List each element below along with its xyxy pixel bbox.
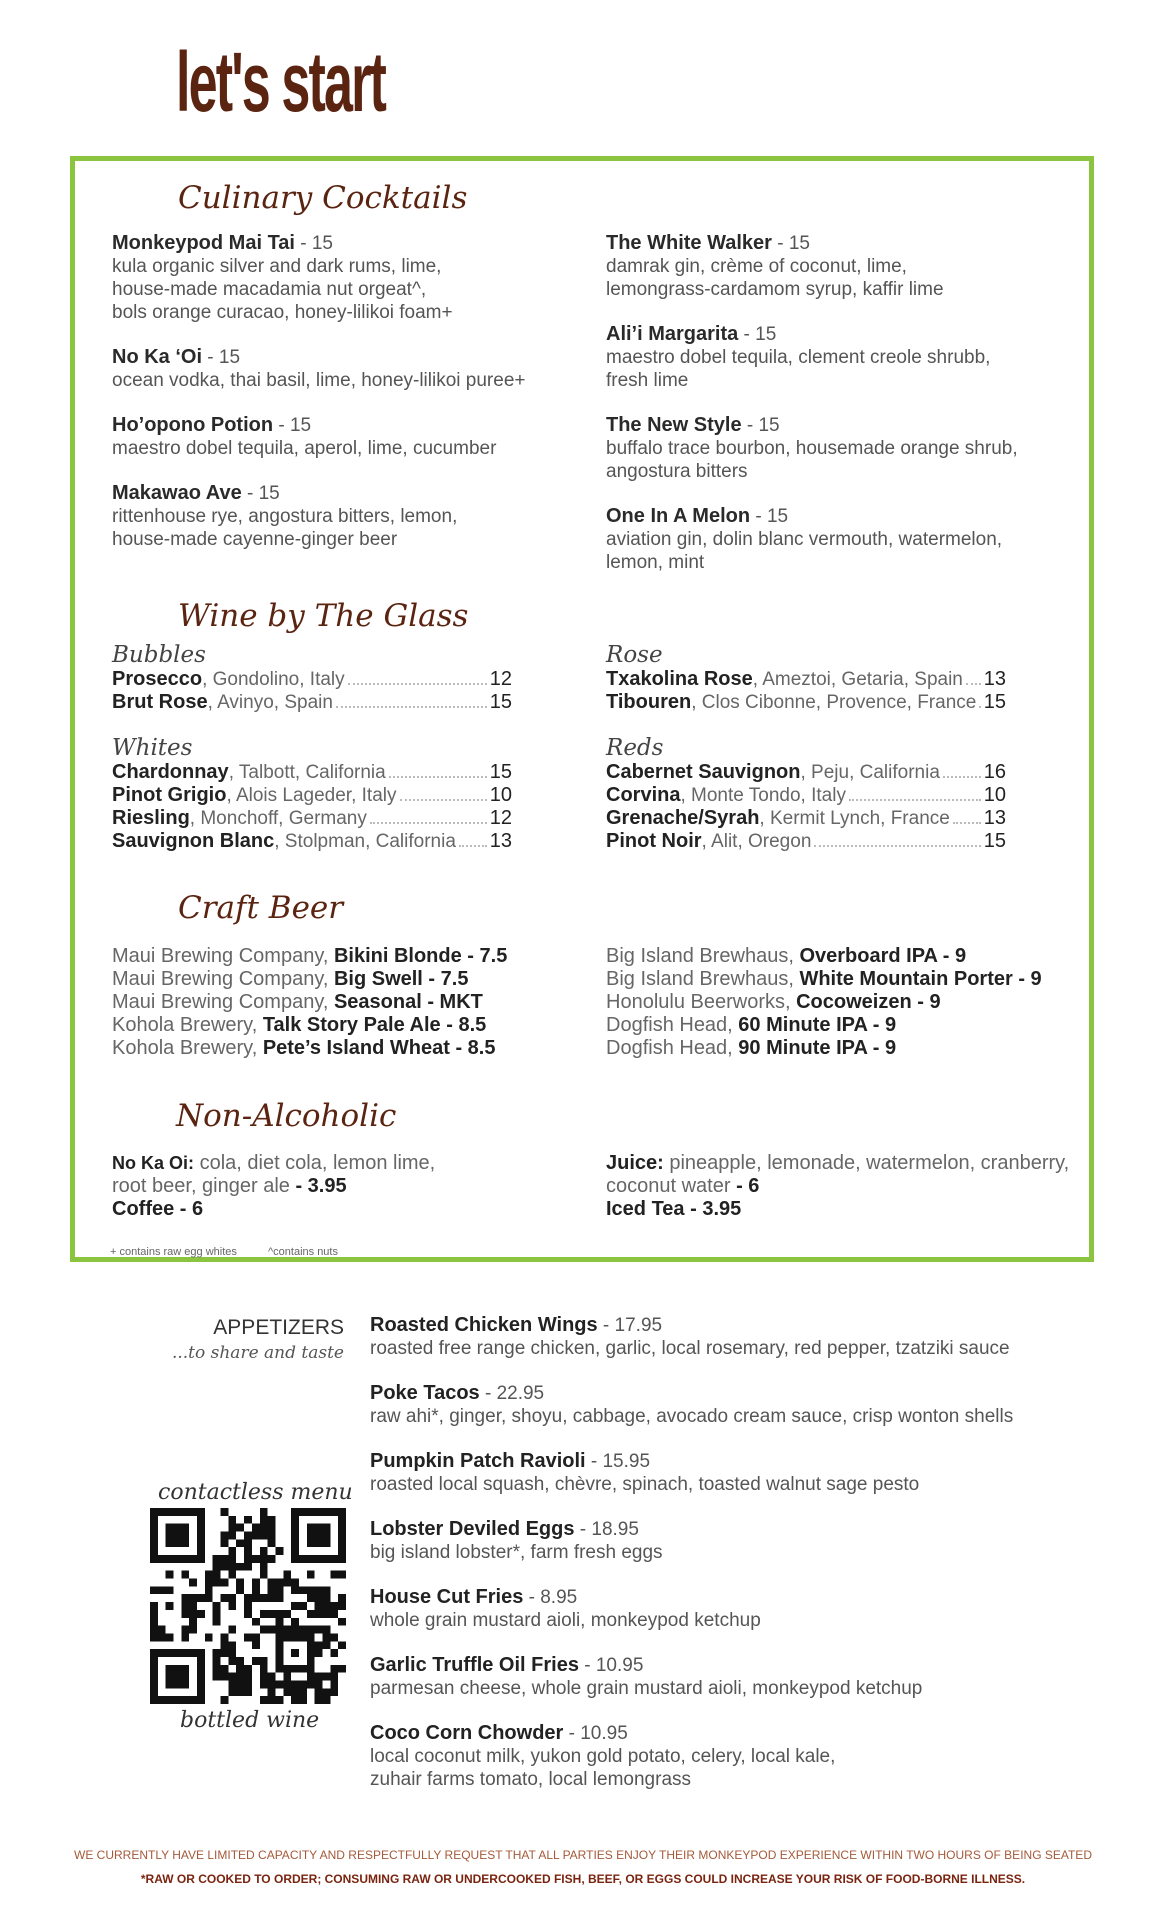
cocktail-description: kula organic silver and dark rums, lime, (112, 256, 442, 277)
appetizer-item (370, 1450, 1090, 1496)
cocktail-price: - 15 (750, 506, 789, 527)
wine-leader (966, 668, 981, 685)
appetizer-title (370, 1654, 1090, 1677)
cocktail-price: - 15 (741, 415, 780, 436)
wine-price: 12 (489, 807, 512, 829)
wine-detail: , Gondolino, Italy (202, 669, 345, 690)
beer-name: Bikini Blonde (333, 945, 462, 967)
cocktail-item (112, 482, 582, 551)
juice-label: Juice: (606, 1152, 664, 1174)
cocktail-price: - 15 (771, 233, 810, 254)
wine-name: Txakolina Rose (606, 668, 753, 690)
appetizer-description: parmesan cheese, whole grain mustard aioli, monkeypod ketchup (370, 1678, 923, 1699)
juice-line2 (606, 1175, 1076, 1198)
wine-label (606, 668, 963, 691)
beer-name: Cocoweizen (796, 991, 912, 1013)
wine-detail: , Kermit Lynch, France (759, 808, 950, 829)
cocktail-title (606, 323, 1066, 346)
wine-group-bubbles (112, 642, 512, 714)
appetizer-price: - 17.95 (597, 1315, 663, 1336)
beer-price: - 9 (937, 945, 967, 967)
wine-detail: , Monchoff, Germany (189, 808, 367, 829)
wine-price: 12 (489, 668, 512, 690)
appetizer-name: Lobster Deviled Eggs (370, 1518, 575, 1540)
cocktail-name: One In A Melon (606, 505, 751, 527)
beer-brewery: Dogfish Head, (606, 1014, 739, 1036)
appetizer-description: big island lobster*, farm fresh eggs (370, 1542, 663, 1563)
wine-row (112, 830, 512, 853)
appetizer-description: whole grain mustard aioli, monkeypod ketchup (370, 1610, 761, 1631)
beer-line (606, 991, 1042, 1014)
beer-price: - 8.5 (440, 1014, 487, 1036)
wine-group-title: Reds (606, 735, 664, 761)
cocktail-item (606, 232, 1066, 301)
wine-price: 10 (983, 784, 1006, 806)
appetizer-name: Pumpkin Patch Ravioli (370, 1450, 586, 1472)
wine-row (606, 807, 1006, 830)
appetizer-description: zuhair farms tomato, local lemongrass (370, 1769, 692, 1790)
beer-line (112, 1037, 507, 1060)
food-safety-warning: *RAW OR COOKED TO ORDER; CONSUMING RAW OR UNDERCOOKED FISH, BEEF, OR EGGS COULD INCREASE YOUR RISK OF FOOD-BORNE ILLNESS. (140, 1872, 1026, 1886)
cocktails-heading: Culinary Cocktails (178, 180, 468, 216)
wine-row (112, 807, 512, 830)
wine-leader (849, 784, 981, 801)
wine-row (112, 668, 512, 691)
wine-group-title: Whites (112, 735, 193, 761)
wine-leader (400, 784, 487, 801)
cocktail-name: The New Style (606, 414, 742, 436)
beer-brewery: Maui Brewing Company, (112, 968, 334, 990)
wine-leader (336, 691, 487, 708)
wine-price: 13 (983, 807, 1006, 829)
cocktail-item (606, 414, 1066, 483)
wine-label (112, 761, 386, 784)
wine-label (606, 830, 811, 853)
noka-oi-label: No Ka Oi: (112, 1153, 195, 1173)
coffee-item: Coffee - 6 (112, 1198, 204, 1220)
cocktail-item (606, 323, 1066, 392)
beer-line (606, 1014, 1042, 1037)
beer-brewery: Kohola Brewery, (112, 1037, 263, 1059)
cocktail-title (606, 505, 1066, 528)
cocktail-price: - 15 (241, 483, 280, 504)
cocktail-description: lemon, mint (606, 552, 705, 573)
appetizers-list (370, 1314, 1090, 1813)
cocktail-price: - 15 (294, 233, 334, 254)
cocktail-description: angostura bitters (606, 461, 748, 482)
cocktail-description: house-made macadamia nut orgeat^, (112, 279, 427, 300)
wine-label (606, 691, 976, 714)
capacity-notice: WE CURRENTLY HAVE LIMITED CAPACITY AND RESPECTFULLY REQUEST THAT ALL PARTIES ENJOY THEIR MONKEYPOD EXPERIENCE WITHIN TWO HOURS OF BEING SEATED (74, 1848, 1092, 1862)
wine-label (112, 807, 367, 830)
juice-line1 (606, 1152, 1076, 1175)
cocktail-name: Ho’opono Potion (112, 414, 274, 436)
appetizer-title (370, 1518, 1090, 1541)
beer-name: 60 Minute IPA (738, 1014, 868, 1036)
appetizers-subheading: ...to share and taste (171, 1343, 344, 1363)
noka-oi-desc: cola, diet cola, lemon lime, (194, 1152, 436, 1174)
wine-leader (459, 830, 487, 847)
appetizer-item (370, 1586, 1090, 1632)
qr-top-label: contactless menu (158, 1480, 353, 1505)
beer-name: Talk Story Pale Ale (262, 1014, 441, 1036)
cocktail-title (112, 232, 582, 255)
appetizer-item (370, 1382, 1090, 1428)
wine-leader (814, 830, 980, 847)
appetizer-description: raw ahi*, ginger, shoyu, cabbage, avocado cream sauce, crisp wonton shells (370, 1406, 1014, 1427)
wine-price: 13 (983, 668, 1006, 690)
appetizer-title (370, 1586, 1090, 1609)
wine-label (606, 807, 950, 830)
beer-left-column (112, 945, 507, 1060)
wine-heading: Wine by The Glass (178, 598, 469, 634)
appetizer-price: - 15.95 (585, 1451, 651, 1472)
wine-name: Pinot Grigio (112, 784, 227, 806)
appetizer-item (370, 1314, 1090, 1360)
wine-leader (389, 761, 487, 778)
cocktail-description: lemongrass-cardamom syrup, kaffir lime (606, 279, 944, 300)
beer-brewery: Kohola Brewery, (112, 1014, 263, 1036)
cocktail-description: maestro dobel tequila, clement creole shrubb, (606, 347, 991, 368)
beer-price: - MKT (421, 991, 483, 1013)
nonalcoholic-right (606, 1152, 1076, 1221)
beer-price: - 7.5 (422, 968, 469, 990)
beer-line (606, 968, 1042, 991)
noka-oi-line2 (112, 1175, 582, 1198)
cocktail-description: rittenhouse rye, angostura bitters, lemon, (112, 506, 458, 527)
cocktail-description: bols orange curacao, honey-lilikoi foam+ (112, 302, 453, 323)
wine-price: 15 (489, 691, 512, 713)
wine-group-title: Rose (606, 642, 663, 668)
cocktail-name: Monkeypod Mai Tai (112, 232, 295, 254)
wine-group-reds (606, 735, 1006, 853)
wine-name: Pinot Noir (606, 830, 702, 852)
appetizer-item (370, 1722, 1090, 1791)
noka-oi-desc-2: root beer, ginger ale (112, 1175, 290, 1197)
cocktail-price: - 15 (738, 324, 777, 345)
wine-row (606, 784, 1006, 807)
appetizer-description: roasted free range chicken, garlic, local rosemary, red pepper, tzatziki sauce (370, 1338, 1010, 1359)
juice-desc-2: coconut water (606, 1175, 731, 1197)
appetizer-description: roasted local squash, chèvre, spinach, toasted walnut sage pesto (370, 1474, 920, 1495)
beer-heading: Craft Beer (178, 890, 344, 926)
wine-detail: , Avinyo, Spain (207, 692, 333, 713)
cocktail-item (112, 414, 582, 460)
cocktail-description: buffalo trace bourbon, housemade orange shrub, (606, 438, 1018, 459)
wine-name: Corvina (606, 784, 681, 806)
cocktail-name: The White Walker (606, 232, 772, 254)
cocktail-title (112, 414, 582, 437)
wine-row (112, 784, 512, 807)
beer-name: Big Swell (333, 968, 423, 990)
appetizer-title (370, 1450, 1090, 1473)
wine-group-whites (112, 735, 512, 853)
qr-bottom-label: bottled wine (180, 1708, 320, 1733)
beer-brewery: Maui Brewing Company, (112, 991, 334, 1013)
cocktail-title (112, 346, 582, 369)
beer-right-column (606, 945, 1042, 1060)
beer-price: - 9 (867, 1014, 897, 1036)
cocktail-price: - 15 (273, 415, 312, 436)
beer-brewery: Big Island Brewhaus, (606, 945, 800, 967)
wine-name: Tibouren (606, 691, 692, 713)
cocktails-right-column (606, 232, 1066, 596)
wine-detail: , Talbott, California (228, 762, 386, 783)
cocktail-item (112, 232, 582, 324)
beer-line (112, 1014, 507, 1037)
wine-row (606, 761, 1006, 784)
appetizer-item (370, 1654, 1090, 1700)
wine-detail: , Clos Cibonne, Provence, France (691, 692, 977, 713)
wine-price: 16 (983, 761, 1006, 783)
appetizer-title (370, 1382, 1090, 1405)
beer-brewery: Maui Brewing Company, (112, 945, 334, 967)
appetizer-title (370, 1722, 1090, 1745)
noka-oi-line1 (112, 1152, 582, 1175)
cocktail-item (606, 505, 1066, 574)
wine-leader (348, 668, 487, 685)
appetizer-name: Poke Tacos (370, 1382, 480, 1404)
appetizer-price: - 10.95 (563, 1723, 628, 1744)
beer-brewery: Honolulu Beerworks, (606, 991, 797, 1013)
cocktail-description: damrak gin, crème of coconut, lime, (606, 256, 907, 277)
beer-line (112, 945, 507, 968)
wine-detail: , Peju, California (800, 762, 940, 783)
beer-name: Pete’s Island Wheat (262, 1037, 450, 1059)
wine-leader (370, 807, 487, 824)
appetizer-item (370, 1518, 1090, 1564)
cocktail-name: Ali’i Margarita (606, 323, 739, 345)
appetizer-name: House Cut Fries (370, 1586, 524, 1608)
wine-price: 10 (489, 784, 512, 806)
cocktail-description: aviation gin, dolin blanc vermouth, watermelon, (606, 529, 1003, 550)
beer-brewery: Big Island Brewhaus, (606, 968, 800, 990)
cocktail-title (606, 232, 1066, 255)
wine-label (112, 830, 456, 853)
wine-label (112, 784, 397, 807)
wine-price: 13 (489, 830, 512, 852)
appetizer-name: Garlic Truffle Oil Fries (370, 1654, 579, 1676)
nonalcoholic-heading: Non-Alcoholic (176, 1098, 397, 1134)
wine-detail: , Alit, Oregon (701, 831, 812, 852)
wine-price: 15 (983, 691, 1006, 713)
beer-price: - 9 (1012, 968, 1042, 990)
beer-price: - 9 (867, 1037, 897, 1059)
beer-line (112, 968, 507, 991)
wine-label (112, 668, 345, 691)
cocktail-item (112, 346, 582, 392)
wine-name: Grenache/Syrah (606, 807, 760, 829)
page-title: let's start (176, 35, 386, 129)
coffee-line (112, 1198, 582, 1221)
wine-leader (943, 761, 981, 778)
beer-line (606, 945, 1042, 968)
beer-name: Seasonal (333, 991, 422, 1013)
appetizers-heading: APPETIZERS (213, 1316, 344, 1339)
wine-detail: , Monte Tondo, Italy (680, 785, 846, 806)
iced-tea-line (606, 1198, 1076, 1221)
cocktails-left-column (112, 232, 582, 573)
juice-price: - 6 (730, 1175, 760, 1197)
wine-price: 15 (983, 830, 1006, 852)
wine-row (112, 761, 512, 784)
wine-detail: , Ameztoi, Getaria, Spain (752, 669, 963, 690)
wine-detail: , Stolpman, California (274, 831, 456, 852)
cocktail-description: maestro dobel tequila, aperol, lime, cucumber (112, 438, 497, 459)
cocktail-name: Makawao Ave (112, 482, 242, 504)
noka-oi-price: - 3.95 (289, 1175, 347, 1197)
beer-price: - 8.5 (449, 1037, 496, 1059)
wine-row (606, 691, 1006, 714)
wine-row (606, 830, 1006, 853)
appetizer-name: Roasted Chicken Wings (370, 1314, 598, 1336)
appetizer-price: - 10.95 (578, 1655, 644, 1676)
wine-group-title: Bubbles (112, 642, 206, 668)
wine-name: Riesling (112, 807, 190, 829)
footnote-nuts: ^contains nuts (268, 1246, 338, 1258)
wine-price: 15 (489, 761, 512, 783)
appetizer-title (370, 1314, 1090, 1337)
wine-label (606, 784, 846, 807)
appetizer-price: - 18.95 (574, 1519, 639, 1540)
footnote-egg: + contains raw egg whites (110, 1246, 237, 1258)
wine-row (606, 668, 1006, 691)
wine-leader (953, 807, 981, 824)
appetizer-price: - 8.95 (523, 1587, 578, 1608)
wine-name: Chardonnay (112, 761, 229, 783)
cocktail-name: No Ka ‘Oi (112, 346, 203, 368)
cocktail-description: ocean vodka, thai basil, lime, honey-lilikoi puree+ (112, 370, 526, 391)
wine-row (112, 691, 512, 714)
wine-detail: , Alois Lageder, Italy (226, 785, 397, 806)
iced-tea-item: Iced Tea - 3.95 (606, 1198, 742, 1220)
beer-name: 90 Minute IPA (738, 1037, 868, 1059)
beer-price: - 7.5 (461, 945, 508, 967)
beer-name: White Mountain Porter (799, 968, 1013, 990)
appetizer-name: Coco Corn Chowder (370, 1722, 564, 1744)
beer-line (606, 1037, 1042, 1060)
cocktail-description: house-made cayenne-ginger beer (112, 529, 398, 550)
cocktail-price: - 15 (202, 347, 241, 368)
nonalcoholic-left (112, 1152, 582, 1221)
cocktail-title (606, 414, 1066, 437)
beer-price: - 9 (911, 991, 941, 1013)
wine-name: Cabernet Sauvignon (606, 761, 801, 783)
juice-desc: pineapple, lemonade, watermelon, cranberry, (663, 1152, 1070, 1174)
wine-name: Sauvignon Blanc (112, 830, 275, 852)
qr-code-icon[interactable] (150, 1508, 346, 1704)
cocktail-description: fresh lime (606, 370, 689, 391)
cocktail-title (112, 482, 582, 505)
wine-label (112, 691, 333, 714)
wine-name: Prosecco (112, 668, 203, 690)
appetizer-description: local coconut milk, yukon gold potato, celery, local kale, (370, 1746, 836, 1767)
beer-line (112, 991, 507, 1014)
beer-name: Overboard IPA (799, 945, 938, 967)
wine-leader (979, 691, 980, 708)
wine-label (606, 761, 940, 784)
beer-brewery: Dogfish Head, (606, 1037, 739, 1059)
wine-group-rose (606, 642, 1006, 714)
wine-name: Brut Rose (112, 691, 208, 713)
appetizer-price: - 22.95 (479, 1383, 545, 1404)
